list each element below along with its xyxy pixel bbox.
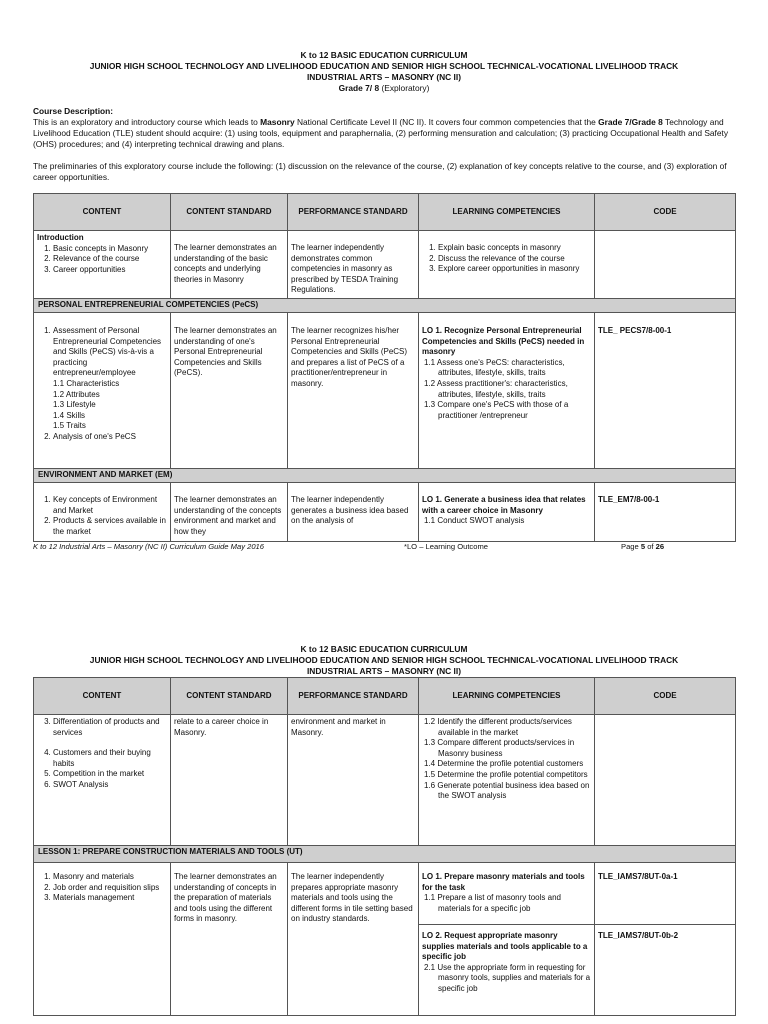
header-line-3: INDUSTRIAL ARTS – MASONRY (NC II) (306, 72, 461, 82)
header-line-2: JUNIOR HIGH SCHOOL TECHNOLOGY AND LIVELIHOOD EDUCATION AND SENIOR HIGH SCHOOL TECHNICAL-VOCATIONAL LIVELIHOOD TRACK (89, 61, 679, 71)
course-preliminaries-paragraph: The preliminaries of this exploratory course include the following: (1) discussion on the relevance of the course, (2) explanation of key concepts relative to the course, and (3) exploration of career opportunities. (33, 161, 727, 182)
em-performance: The learner independently generates a business idea based on the analysis of (288, 482, 419, 541)
footer-guide-title: K to 12 Industrial Arts – Masonry (NC II) Curriculum Guide May 2016 (33, 542, 264, 551)
page-6 (0, 600, 768, 1024)
em-performance-continued: environment and market in Masonry. (288, 715, 419, 846)
curriculum-header (0, 50, 768, 94)
col-performance-standard: PERFORMANCE STANDARD (288, 678, 419, 715)
header-line-1: K to 12 BASIC EDUCATION CURRICULUM (300, 50, 468, 60)
ut-lo2-competencies: LO 2. Request appropriate masonry supplies materials and tools applicable to a specific job 2.1 Use the appropriate form in requesting for masonry tools, supplies and materials for a specific job (419, 925, 595, 1016)
col-learning-competencies: LEARNING COMPETENCIES (419, 194, 595, 231)
intro-content: Introduction 1. Basic concepts in Masonry 2. Relevance of the course 3. Career opportunities (34, 231, 171, 299)
em-content: 1. Key concepts of Environment and Market 2. Products & services available in the market (34, 482, 171, 541)
pecs-standard: The learner demonstrates an understanding of one's Personal Entrepreneurial Competencies and Skills (PeCS). (171, 312, 288, 468)
table-row (34, 482, 736, 541)
grade-note: (Exploratory) (379, 83, 430, 93)
col-content: CONTENT (34, 678, 171, 715)
course-description (33, 106, 738, 183)
footer-lo-note: *LO – Learning Outcome (404, 542, 489, 551)
col-learning-competencies: LEARNING COMPETENCIES (419, 678, 595, 715)
em-competencies: LO 1. Generate a business idea that relates with a career choice in Masonry 1.1 Conduct SWOT analysis (419, 482, 595, 541)
col-code: CODE (595, 194, 736, 231)
table-row (34, 715, 736, 846)
table-row (34, 863, 736, 925)
course-description-paragraph: This is an exploratory and introductory course which leads to Masonry National Certificate Level II (NC II). It covers four common competencies that the Grade 7/Grade 8 Technology and Livelihood Education (TLE) student should acquire: (1) using tools, equipment and paraphernalia, (2) performing mensuration and calculation; (3) practicing Occupational Health and Safety (OHS) procedures; and (4) interpreting technical drawing and plans. (33, 117, 729, 149)
pecs-content: 1. Assessment of Personal Entrepreneurial Competencies and Skills (PeCS) vis-à-vis a practicing entrepreneur/employee 1.1 Characteristics 1.2 Attributes 1.3 Lifestyle 1.4 Skills 1.5 Traits 2. Analysis of one's PeCS (34, 312, 171, 468)
intro-standard: The learner demonstrates an understanding of the basic concepts and underlying theories in Masonry (171, 231, 288, 299)
ut-lo1-code: TLE_IAMS7/8UT-0a-1 (595, 863, 736, 925)
table-row (34, 312, 736, 468)
header-line-3: INDUSTRIAL ARTS – MASONRY (NC II) (306, 666, 461, 676)
intro-code (595, 231, 736, 299)
em-content-continued: 3. Differentiation of products and services 4. Customers and their buying habits 5. Competition in the market 6. SWOT Analysis (34, 715, 171, 846)
header-line-4 (0, 83, 768, 94)
table-row (34, 231, 736, 299)
ut-lo1-competencies: LO 1. Prepare masonry materials and tools for the task 1.1 Prepare a list of masonry tools and materials for a specific job (419, 863, 595, 925)
page-gap (0, 570, 768, 600)
curriculum-table-page-5 (33, 193, 736, 542)
em-competencies-continued: 1.2 Identify the different products/services available in the market 1.3 Compare different products/services in Masonry business 1.4 Determine the profile potential customers 1.5 Determine the profile potential competitors 1.6 Generate potential business idea based on the SWOT analysis (419, 715, 595, 846)
em-code: TLE_EM7/8-00-1 (595, 482, 736, 541)
ut-content: 1. Masonry and materials 2. Job order and requisition slips 3. Materials management (34, 863, 171, 1016)
em-standard: The learner demonstrates an understanding of the concepts environment and market and how they (171, 482, 288, 541)
table-header-row (34, 678, 736, 715)
ut-standard: The learner demonstrates an understanding of concepts in the preparation of materials and tools using the different forms in masonry. (171, 863, 288, 1016)
col-code: CODE (595, 678, 736, 715)
col-content: CONTENT (34, 194, 171, 231)
curriculum-table-page-6 (33, 677, 736, 1016)
section-band-ut: LESSON 1: PREPARE CONSTRUCTION MATERIALS AND TOOLS (UT) (34, 846, 736, 863)
curriculum-header-page-6 (0, 644, 768, 677)
pecs-competencies: LO 1. Recognize Personal Entrepreneurial Competencies and Skills (PeCS) needed in masonry 1.1 Assess one's PeCS: characteristics, attributes, lifestyle, skills, traits 1.2 Assess practitioner's: characteristics, attributes, lifestyle, skills, traits 1.3 Compare one's PeCS with those of a practitioner /entrepreneur (419, 312, 595, 468)
grade-label: Grade 7/ 8 (338, 83, 380, 93)
section-band-pecs: PERSONAL ENTREPRENEURIAL COMPETENCIES (PeCS) (34, 298, 736, 312)
intro-performance: The learner independently demonstrates common competencies in masonry as prescribed by TESDA Training Regulations. (288, 231, 419, 299)
header-line-1: K to 12 BASIC EDUCATION CURRICULUM (300, 644, 468, 654)
footer-page-number: Page 5 of 26 (621, 542, 665, 551)
table-header-row (34, 194, 736, 231)
em-standard-continued: relate to a career choice in Masonry. (171, 715, 288, 846)
intro-competencies: 1. Explain basic concepts in masonry 2. Discuss the relevance of the course 3. Explore career opportunities in masonry (419, 231, 595, 299)
col-content-standard: CONTENT STANDARD (171, 194, 288, 231)
ut-performance: The learner independently prepares appropriate masonry materials and tools using the different forms in tile setting based on industry standards. (288, 863, 419, 1016)
course-description-title: Course Description: (33, 106, 114, 116)
ut-lo2-code: TLE_IAMS7/8UT-0b-2 (595, 925, 736, 1016)
section-band-em: ENVIRONMENT AND MARKET (EM) (34, 468, 736, 482)
header-line-2: JUNIOR HIGH SCHOOL TECHNOLOGY AND LIVELIHOOD EDUCATION AND SENIOR HIGH SCHOOL TECHNICAL-VOCATIONAL LIVELIHOOD TRACK (89, 655, 679, 665)
pecs-performance: The learner recognizes his/her Personal Entrepreneurial Competencies and Skills (PeCS) and prepares a list of PeCS of a practitioner/entrepreneur in masonry. (288, 312, 419, 468)
pecs-code: TLE_ PECS7/8-00-1 (595, 312, 736, 468)
em-code-continued (595, 715, 736, 846)
col-content-standard: CONTENT STANDARD (171, 678, 288, 715)
col-performance-standard: PERFORMANCE STANDARD (288, 194, 419, 231)
